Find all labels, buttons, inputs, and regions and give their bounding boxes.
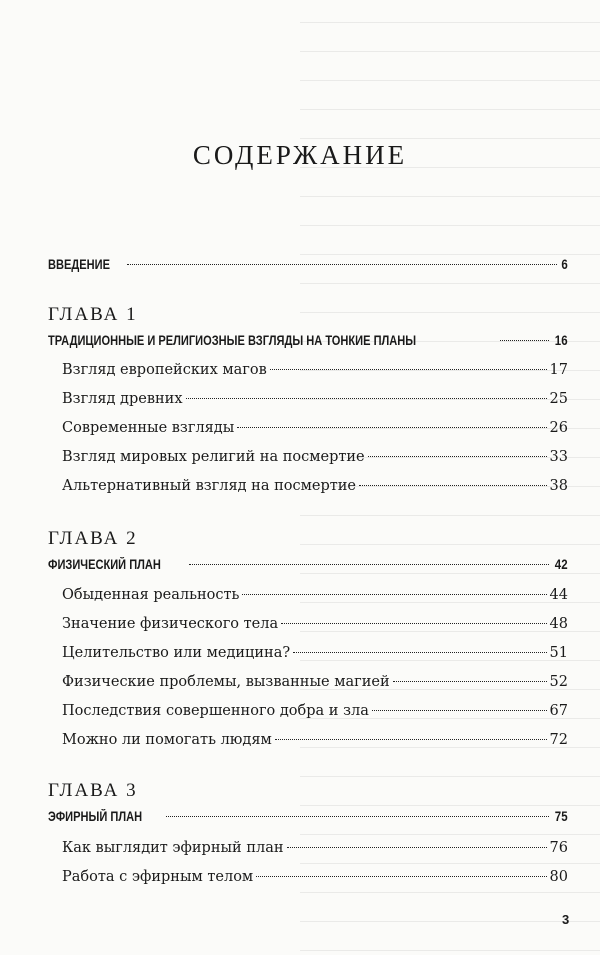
leader-dots: [287, 847, 547, 848]
toc-entry: [62, 478, 568, 500]
toc-entry-label: Взгляд европейских магов: [62, 362, 267, 378]
toc-entry: [62, 362, 568, 384]
toc-entry-label: Взгляд мировых религий на посмертие: [62, 449, 365, 465]
leader-dots: [237, 427, 546, 428]
toc-entry: [62, 420, 568, 442]
toc-entry-page: 72: [549, 732, 568, 748]
page-title: СОДЕРЖАНИЕ: [192, 140, 408, 170]
toc-entry-label: Значение физического тела: [62, 616, 279, 632]
toc-entry: [62, 703, 568, 725]
toc-entry-label: Физические проблемы, вызванные магией: [62, 674, 390, 690]
toc-entry-chapter-main: [48, 808, 568, 830]
toc-entry-label: ФИЗИЧЕСКИЙ ПЛАН: [48, 557, 161, 572]
leader-dots: [270, 369, 547, 370]
toc-entry-label: Работа с эфирным телом: [62, 869, 254, 885]
toc-entry-label: Современные взгляды: [62, 420, 235, 436]
leader-dots: [372, 710, 547, 711]
toc-entry-label: Обыденная реальность: [62, 587, 240, 603]
toc-entry: [62, 391, 568, 413]
leader-dots: [189, 564, 550, 565]
toc-entry-page: 44: [549, 587, 568, 603]
toc-entry-chapter-main: [48, 332, 568, 354]
toc-entry-label: ТРАДИЦИОННЫЕ И РЕЛИГИОЗНЫЕ ВЗГЛЯДЫ НА ТОНКИЕ ПЛАНЫ: [48, 333, 417, 348]
leader-dots: [256, 876, 546, 877]
leader-dots: [186, 398, 547, 399]
toc-entry: [62, 869, 568, 891]
toc-entry-label: Можно ли помогать людям: [62, 732, 272, 748]
toc-entry-page: 33: [549, 449, 568, 465]
toc-entry-page: 17: [549, 362, 568, 378]
toc-entry: [62, 840, 568, 862]
toc-entry-label: ЭФИРНЫЙ ПЛАН: [48, 809, 143, 824]
toc-entry-page: 75: [555, 808, 568, 824]
toc-entry-intro: [48, 256, 568, 278]
toc-entry: [62, 587, 568, 609]
page-number: 3: [562, 912, 570, 927]
leader-dots: [393, 681, 547, 682]
toc-entry: [62, 645, 568, 667]
toc-entry-chapter-main: [48, 556, 568, 578]
leader-dots: [242, 594, 546, 595]
toc-entry: [62, 616, 568, 638]
toc-entry-page: 80: [549, 869, 568, 885]
chapter-heading: ГЛАВА 1: [48, 304, 138, 325]
chapter-heading: ГЛАВА 3: [48, 780, 138, 801]
toc-entry-page: 25: [549, 391, 568, 407]
toc-entry: [62, 732, 568, 754]
toc-entry-page: 76: [549, 840, 568, 856]
chapter-heading: ГЛАВА 2: [48, 528, 138, 549]
toc-entry-label: Как выглядит эфирный план: [62, 840, 284, 856]
leader-dots: [359, 485, 547, 486]
leader-dots: [281, 623, 546, 624]
toc-entry-label: Взгляд древних: [62, 391, 183, 407]
toc-entry-page: 42: [555, 556, 568, 572]
leader-dots: [127, 264, 558, 265]
toc-entry-page: 67: [549, 703, 568, 719]
leader-dots: [293, 652, 546, 653]
toc-entry-label: Альтернативный взгляд на посмертие: [62, 478, 357, 494]
toc-entry: [62, 449, 568, 471]
toc-entry-page: 26: [549, 420, 568, 436]
leader-dots: [166, 816, 550, 817]
toc-entry-page: 16: [555, 332, 568, 348]
toc-entry: [62, 674, 568, 696]
toc-entry-label: ВВЕДЕНИЕ: [48, 257, 110, 272]
leader-dots: [500, 340, 549, 341]
toc-entry-page: 38: [549, 478, 568, 494]
toc-entry-label: Последствия совершенного добра и зла: [62, 703, 369, 719]
toc-entry-page: 6: [561, 256, 568, 272]
toc-entry-page: 52: [549, 674, 568, 690]
leader-dots: [275, 739, 547, 740]
toc-entry-page: 48: [549, 616, 568, 632]
leader-dots: [368, 456, 547, 457]
toc-entry-label: Целительство или медицина?: [62, 645, 291, 661]
toc-entry-page: 51: [549, 645, 568, 661]
